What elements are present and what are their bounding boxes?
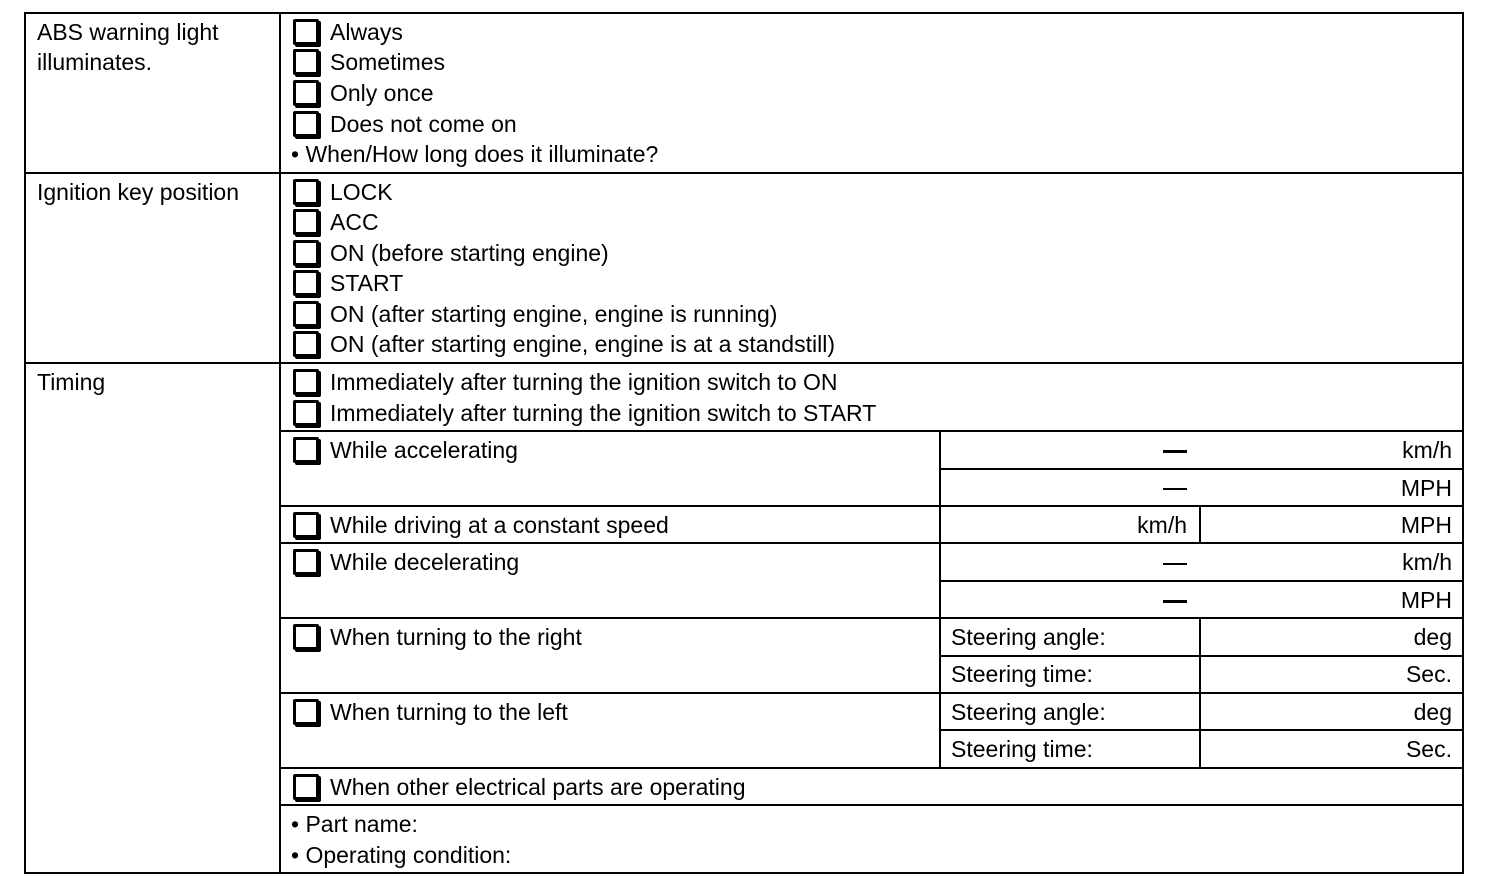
checkbox-on-before-start[interactable] xyxy=(293,240,319,266)
option-on-engine-running: ON (after starting engine, engine is running) xyxy=(330,301,778,327)
right-steering-angle-unit: deg xyxy=(1413,624,1452,650)
checkbox-while-accelerating[interactable] xyxy=(293,437,319,463)
option-on-before-start: ON (before starting engine) xyxy=(330,240,609,266)
checkbox-does-not-come-on[interactable] xyxy=(293,111,319,137)
operating-condition-field: • Operating condition: xyxy=(291,842,512,868)
abs-light-label-line2: illuminates. xyxy=(37,49,153,75)
option-acc: ACC xyxy=(330,209,379,235)
timing-divider-7 xyxy=(279,804,1464,806)
decel-speed-divider xyxy=(939,580,1464,582)
accel-kmh-unit: km/h xyxy=(1402,437,1452,463)
checkbox-on-engine-running[interactable] xyxy=(293,301,319,327)
accel-mph-unit: MPH xyxy=(1400,475,1452,501)
checkbox-start[interactable] xyxy=(293,270,319,296)
option-constant-speed: While driving at a constant speed xyxy=(330,512,669,538)
option-turning-left: When turning to the left xyxy=(330,699,568,725)
option-after-ignition-on: Immediately after turning the ignition switch to ON xyxy=(330,369,838,395)
timing-divider-6 xyxy=(279,767,1464,769)
right-steering-time-unit: Sec. xyxy=(1405,661,1452,687)
left-steering-angle-label: Steering angle: xyxy=(951,699,1106,725)
row-divider-abs xyxy=(24,172,1464,174)
option-always: Always xyxy=(330,19,403,45)
constant-kmh-unit: km/h xyxy=(1137,512,1187,538)
checkbox-turning-right[interactable] xyxy=(293,624,319,650)
checkbox-constant-speed[interactable] xyxy=(293,512,319,538)
checkbox-lock[interactable] xyxy=(293,179,319,205)
part-name-field: • Part name: xyxy=(291,811,418,837)
left-steering-angle-unit: deg xyxy=(1413,699,1452,725)
left-steering-time-label: Steering time: xyxy=(951,736,1093,762)
decel-kmh-range-dash xyxy=(1163,563,1187,565)
left-turn-divider xyxy=(939,729,1464,731)
ignition-label: Ignition key position xyxy=(37,179,240,205)
label-column-divider xyxy=(279,12,281,874)
decel-kmh-unit: km/h xyxy=(1402,549,1452,575)
option-electrical-parts: When other electrical parts are operating xyxy=(330,774,746,800)
option-on-engine-standstill: ON (after starting engine, engine is at a standstill) xyxy=(330,331,835,357)
checkbox-acc[interactable] xyxy=(293,209,319,235)
checkbox-after-ignition-on[interactable] xyxy=(293,369,319,395)
timing-divider-4 xyxy=(279,617,1464,619)
decel-mph-unit: MPH xyxy=(1400,587,1452,613)
timing-divider-2 xyxy=(279,505,1464,507)
steering-divider xyxy=(1199,617,1201,768)
checkbox-sometimes[interactable] xyxy=(293,49,319,75)
checkbox-after-ignition-start[interactable] xyxy=(293,400,319,426)
row-divider-ignition xyxy=(24,362,1464,364)
constant-speed-divider xyxy=(1199,505,1201,543)
abs-light-note: • When/How long does it illuminate? xyxy=(291,141,659,167)
option-while-accelerating: While accelerating xyxy=(330,437,518,463)
right-turn-divider xyxy=(939,655,1464,657)
option-after-ignition-start: Immediately after turning the ignition switch to START xyxy=(330,400,877,426)
accel-mph-range-dash xyxy=(1163,488,1187,490)
constant-mph-unit: MPH xyxy=(1400,512,1452,538)
option-only-once: Only once xyxy=(330,80,434,106)
worksheet-frame xyxy=(24,12,1464,874)
value-column-divider xyxy=(939,430,941,768)
timing-label: Timing xyxy=(37,369,106,395)
option-does-not-come-on: Does not come on xyxy=(330,111,517,137)
option-start: START xyxy=(330,270,404,296)
accel-speed-divider xyxy=(939,468,1464,470)
timing-divider-3 xyxy=(279,542,1464,544)
option-sometimes: Sometimes xyxy=(330,49,446,75)
option-while-decelerating: While decelerating xyxy=(330,549,520,575)
accel-kmh-range-dash xyxy=(1163,450,1187,453)
checkbox-always[interactable] xyxy=(293,19,319,45)
abs-light-label-line1: ABS warning light xyxy=(37,19,219,45)
timing-divider-5 xyxy=(279,692,1464,694)
checkbox-while-decelerating[interactable] xyxy=(293,549,319,575)
checkbox-electrical-parts[interactable] xyxy=(293,774,319,800)
checkbox-turning-left[interactable] xyxy=(293,699,319,725)
option-turning-right: When turning to the right xyxy=(330,624,582,650)
option-lock: LOCK xyxy=(330,179,393,205)
left-steering-time-unit: Sec. xyxy=(1405,736,1452,762)
right-steering-angle-label: Steering angle: xyxy=(951,624,1106,650)
decel-mph-range-dash xyxy=(1163,600,1187,603)
checkbox-on-engine-standstill[interactable] xyxy=(293,331,319,357)
right-steering-time-label: Steering time: xyxy=(951,661,1093,687)
timing-divider-1 xyxy=(279,430,1464,432)
checkbox-only-once[interactable] xyxy=(293,80,319,106)
